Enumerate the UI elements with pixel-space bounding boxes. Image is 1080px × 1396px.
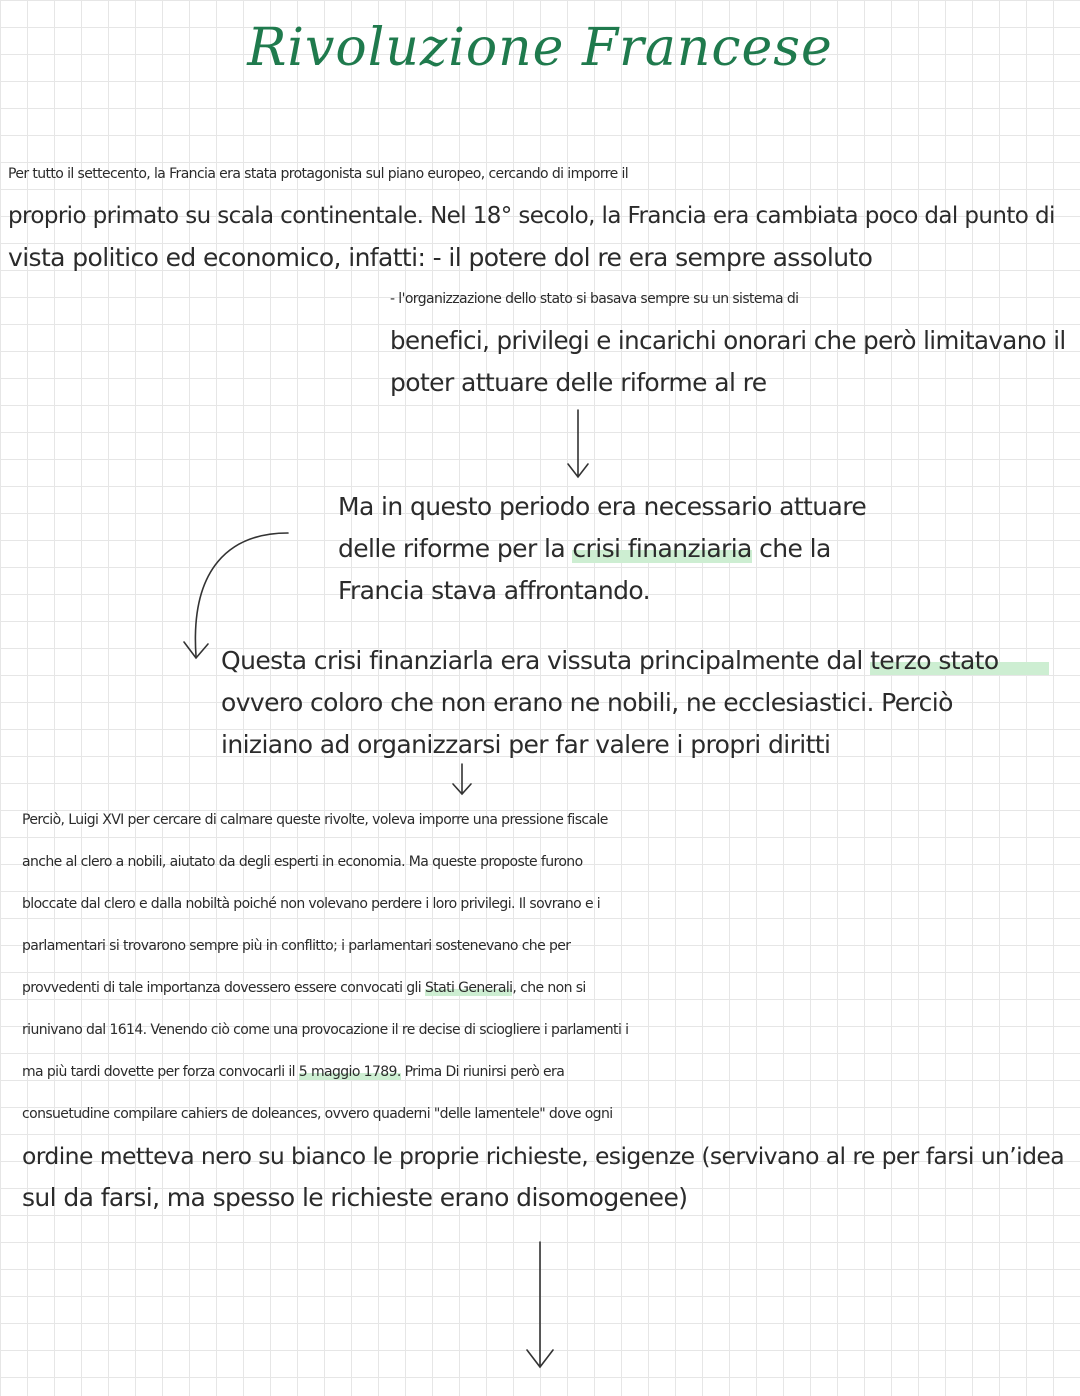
highlight-terzo-stato: terzo stato: [870, 646, 1048, 675]
louis-paragraph: [22, 799, 1064, 1219]
down-arrow-3: [520, 1242, 560, 1372]
reforms-line: Francia stava affrontando.: [338, 576, 651, 605]
intro-line: proprio primato su scala continentale. Nel 18° secolo, la Francia era cambiata poco dal punto di: [8, 203, 1055, 229]
bullet-line: benefici, privilegi e incarichi onorari che però limitavano il: [390, 326, 1066, 355]
louis-line: riunivano dal 1614. Venendo ciò come una provocazione il re decise di sciogliere i parlamenti i: [22, 1022, 629, 1038]
third-estate-paragraph: [221, 640, 1049, 766]
third-estate-line: Questa crisi finanziarla era vissuta principalmente dal terzo stato: [221, 640, 1049, 682]
intro-line: Per tutto il settecento, la Francia era stata protagonista sul piano europeo, cercando di imporre il: [8, 166, 629, 182]
louis-line: consuetudine compilare cahiers de doleances, ovvero quaderni "delle lamentele" dove ogni: [22, 1106, 613, 1122]
louis-line: Perciò, Luigi XVI per cercare di calmare queste rivolte, voleva imporre una pressione fiscale: [22, 812, 608, 828]
reforms-line: delle riforme per la crisi finanziaria che la: [338, 534, 831, 563]
louis-line: ordine metteva nero su bianco le proprie richieste, esigenze (servivano al re per farsi un’idea: [22, 1142, 1065, 1170]
page-title: Rivoluzione Francese: [247, 18, 833, 78]
bullet-line: - l'organizzazione dello stato si basava sempre su un sistema di: [390, 291, 799, 307]
highlight-date: 5 maggio 1789.: [298, 1064, 401, 1080]
louis-line: sul da farsi, ma spesso le richieste erano disomogenee): [22, 1183, 688, 1212]
third-estate-line: ovvero coloro che non erano ne nobili, ne ecclesiastici. Perciò: [221, 688, 953, 717]
reforms-paragraph: [338, 486, 866, 612]
highlight-crisi-finanziaria: crisi finanziaria: [572, 534, 752, 563]
louis-line: parlamentari si trovarono sempre più in conflitto; i parlamentari sostenevano che per: [22, 938, 571, 954]
bullet-line: poter attuare delle riforme al re: [390, 368, 767, 397]
down-arrow-2: [450, 764, 474, 798]
highlight-stati-generali: Stati Generali: [424, 980, 513, 996]
intro-paragraph: [8, 153, 1055, 279]
louis-line: provvedenti di tale importanza dovessero essere convocati gli Stati Generali, che non si: [22, 980, 586, 996]
louis-line: anche al clero a nobili, aiutato da degli esperti in economia. Ma queste proposte furono: [22, 854, 583, 870]
louis-line: bloccate dal clero e dalla nobiltà poiché non volevano perdere i loro privilegi. Il sovrano e i: [22, 896, 601, 912]
bullet-organization: [390, 278, 1066, 404]
third-estate-line: iniziano ad organizzarsi per far valere i propri diritti: [221, 730, 831, 759]
louis-line: ma più tardi dovette per forza convocarli il 5 maggio 1789. Prima Di riunirsi però era: [22, 1064, 565, 1080]
down-arrow-1: [563, 410, 593, 480]
reforms-line: Ma in questo periodo era necessario attuare: [338, 492, 867, 521]
intro-line: vista politico ed economico, infatti: - il potere dol re era sempre assoluto: [8, 243, 873, 272]
